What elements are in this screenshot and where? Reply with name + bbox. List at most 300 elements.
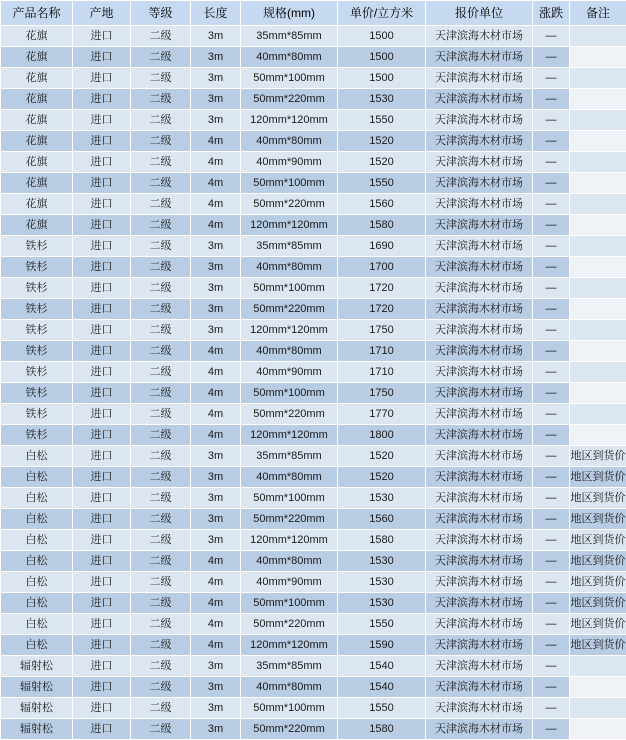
cell-origin: 进口 [73, 614, 131, 635]
cell-remark [570, 278, 626, 299]
cell-product-name: 白松 [1, 551, 73, 572]
cell-origin: 进口 [73, 446, 131, 467]
cell-origin: 进口 [73, 110, 131, 131]
cell-grade: 二级 [131, 362, 191, 383]
cell-unit-price: 1580 [338, 530, 426, 551]
cell-change: — [533, 488, 570, 509]
cell-grade: 二级 [131, 341, 191, 362]
cell-product-name: 辐射松 [1, 677, 73, 698]
cell-change: — [533, 698, 570, 719]
cell-origin: 进口 [73, 194, 131, 215]
cell-specification: 35mm*85mm [241, 446, 338, 467]
cell-remark [570, 236, 626, 257]
cell-unit-price: 1720 [338, 299, 426, 320]
cell-origin: 进口 [73, 320, 131, 341]
cell-grade: 二级 [131, 26, 191, 47]
cell-change: — [533, 509, 570, 530]
cell-length: 3m [191, 530, 241, 551]
cell-remark [570, 677, 626, 698]
cell-grade: 二级 [131, 509, 191, 530]
cell-grade: 二级 [131, 719, 191, 740]
cell-length: 3m [191, 299, 241, 320]
cell-grade: 二级 [131, 320, 191, 341]
cell-product-name: 花旗 [1, 152, 73, 173]
cell-length: 3m [191, 110, 241, 131]
cell-unit-price: 1550 [338, 173, 426, 194]
cell-quoting-unit: 天津滨海木材市场 [426, 614, 533, 635]
cell-unit-price: 1800 [338, 425, 426, 446]
table-row [1, 404, 626, 425]
cell-grade: 二级 [131, 698, 191, 719]
cell-change: — [533, 572, 570, 593]
column-header-length: 长度 [191, 1, 241, 26]
table-header [1, 1, 626, 26]
cell-change: — [533, 131, 570, 152]
cell-change: — [533, 593, 570, 614]
cell-origin: 进口 [73, 677, 131, 698]
cell-origin: 进口 [73, 236, 131, 257]
cell-specification: 50mm*100mm [241, 488, 338, 509]
cell-quoting-unit: 天津滨海木材市场 [426, 341, 533, 362]
cell-origin: 进口 [73, 467, 131, 488]
cell-product-name: 花旗 [1, 215, 73, 236]
cell-grade: 二级 [131, 110, 191, 131]
cell-product-name: 铁杉 [1, 362, 73, 383]
cell-origin: 进口 [73, 215, 131, 236]
cell-specification: 120mm*120mm [241, 320, 338, 341]
cell-specification: 120mm*120mm [241, 425, 338, 446]
cell-quoting-unit: 天津滨海木材市场 [426, 194, 533, 215]
cell-quoting-unit: 天津滨海木材市场 [426, 47, 533, 68]
cell-origin: 进口 [73, 551, 131, 572]
cell-product-name: 白松 [1, 530, 73, 551]
cell-grade: 二级 [131, 278, 191, 299]
table-row [1, 68, 626, 89]
cell-unit-price: 1550 [338, 698, 426, 719]
cell-remark: 地区到货价 [570, 467, 626, 488]
cell-specification: 50mm*100mm [241, 593, 338, 614]
column-header-origin: 产地 [73, 1, 131, 26]
cell-product-name: 白松 [1, 509, 73, 530]
cell-remark [570, 152, 626, 173]
cell-specification: 40mm*80mm [241, 551, 338, 572]
cell-length: 4m [191, 173, 241, 194]
cell-quoting-unit: 天津滨海木材市场 [426, 110, 533, 131]
table-row [1, 215, 626, 236]
cell-remark [570, 110, 626, 131]
cell-remark: 地区到货价 [570, 488, 626, 509]
cell-specification: 40mm*90mm [241, 572, 338, 593]
cell-product-name: 白松 [1, 488, 73, 509]
cell-remark [570, 341, 626, 362]
cell-length: 3m [191, 320, 241, 341]
table-row [1, 257, 626, 278]
cell-origin: 进口 [73, 404, 131, 425]
cell-change: — [533, 362, 570, 383]
cell-length: 3m [191, 446, 241, 467]
cell-unit-price: 1580 [338, 719, 426, 740]
cell-remark: 地区到货价 [570, 446, 626, 467]
cell-origin: 进口 [73, 278, 131, 299]
cell-length: 3m [191, 257, 241, 278]
cell-origin: 进口 [73, 719, 131, 740]
table-row [1, 425, 626, 446]
cell-quoting-unit: 天津滨海木材市场 [426, 509, 533, 530]
cell-specification: 120mm*120mm [241, 110, 338, 131]
cell-unit-price: 1520 [338, 131, 426, 152]
cell-change: — [533, 719, 570, 740]
table-row [1, 383, 626, 404]
cell-product-name: 铁杉 [1, 404, 73, 425]
cell-grade: 二级 [131, 194, 191, 215]
cell-quoting-unit: 天津滨海木材市场 [426, 299, 533, 320]
table-header-row [1, 1, 626, 26]
cell-length: 4m [191, 593, 241, 614]
cell-origin: 进口 [73, 488, 131, 509]
table-row [1, 677, 626, 698]
cell-product-name: 白松 [1, 635, 73, 656]
cell-product-name: 花旗 [1, 173, 73, 194]
cell-remark [570, 362, 626, 383]
cell-specification: 120mm*120mm [241, 530, 338, 551]
cell-quoting-unit: 天津滨海木材市场 [426, 173, 533, 194]
cell-unit-price: 1500 [338, 26, 426, 47]
cell-specification: 50mm*100mm [241, 698, 338, 719]
cell-grade: 二级 [131, 215, 191, 236]
column-header-remark: 备注 [570, 1, 626, 26]
cell-specification: 40mm*80mm [241, 677, 338, 698]
cell-product-name: 白松 [1, 593, 73, 614]
cell-origin: 进口 [73, 47, 131, 68]
cell-length: 3m [191, 509, 241, 530]
table-row [1, 698, 626, 719]
cell-unit-price: 1550 [338, 110, 426, 131]
table-row [1, 89, 626, 110]
cell-change: — [533, 467, 570, 488]
cell-specification: 40mm*90mm [241, 362, 338, 383]
cell-remark: 地区到货价 [570, 593, 626, 614]
cell-remark [570, 173, 626, 194]
cell-quoting-unit: 天津滨海木材市场 [426, 152, 533, 173]
table-row [1, 26, 626, 47]
cell-specification: 35mm*85mm [241, 26, 338, 47]
cell-origin: 进口 [73, 173, 131, 194]
table-row [1, 320, 626, 341]
cell-length: 4m [191, 131, 241, 152]
cell-quoting-unit: 天津滨海木材市场 [426, 593, 533, 614]
cell-product-name: 辐射松 [1, 656, 73, 677]
table-row [1, 467, 626, 488]
cell-unit-price: 1550 [338, 614, 426, 635]
cell-remark: 地区到货价 [570, 509, 626, 530]
cell-origin: 进口 [73, 425, 131, 446]
table-row [1, 572, 626, 593]
cell-product-name: 花旗 [1, 110, 73, 131]
cell-change: — [533, 320, 570, 341]
table-row [1, 278, 626, 299]
cell-unit-price: 1700 [338, 257, 426, 278]
cell-product-name: 花旗 [1, 194, 73, 215]
cell-change: — [533, 614, 570, 635]
table-row [1, 551, 626, 572]
cell-product-name: 白松 [1, 446, 73, 467]
cell-unit-price: 1710 [338, 341, 426, 362]
cell-grade: 二级 [131, 467, 191, 488]
table-row [1, 236, 626, 257]
cell-grade: 二级 [131, 68, 191, 89]
cell-origin: 进口 [73, 635, 131, 656]
cell-origin: 进口 [73, 572, 131, 593]
cell-quoting-unit: 天津滨海木材市场 [426, 467, 533, 488]
table-row [1, 614, 626, 635]
cell-origin: 进口 [73, 530, 131, 551]
cell-origin: 进口 [73, 299, 131, 320]
cell-length: 4m [191, 572, 241, 593]
cell-origin: 进口 [73, 656, 131, 677]
table-row [1, 47, 626, 68]
cell-unit-price: 1750 [338, 383, 426, 404]
cell-change: — [533, 257, 570, 278]
cell-change: — [533, 47, 570, 68]
cell-origin: 进口 [73, 131, 131, 152]
table-row [1, 299, 626, 320]
cell-origin: 进口 [73, 698, 131, 719]
cell-quoting-unit: 天津滨海木材市场 [426, 131, 533, 152]
cell-quoting-unit: 天津滨海木材市场 [426, 68, 533, 89]
table-row [1, 656, 626, 677]
cell-unit-price: 1530 [338, 89, 426, 110]
cell-specification: 50mm*220mm [241, 719, 338, 740]
cell-grade: 二级 [131, 131, 191, 152]
cell-length: 3m [191, 719, 241, 740]
cell-quoting-unit: 天津滨海木材市场 [426, 719, 533, 740]
cell-remark [570, 89, 626, 110]
cell-remark [570, 47, 626, 68]
cell-origin: 进口 [73, 362, 131, 383]
cell-change: — [533, 110, 570, 131]
cell-unit-price: 1500 [338, 68, 426, 89]
cell-unit-price: 1720 [338, 278, 426, 299]
cell-quoting-unit: 天津滨海木材市场 [426, 698, 533, 719]
cell-unit-price: 1580 [338, 215, 426, 236]
cell-change: — [533, 26, 570, 47]
cell-length: 3m [191, 68, 241, 89]
cell-remark [570, 320, 626, 341]
cell-length: 3m [191, 488, 241, 509]
column-header-grade: 等级 [131, 1, 191, 26]
cell-product-name: 铁杉 [1, 320, 73, 341]
cell-specification: 40mm*80mm [241, 341, 338, 362]
cell-length: 4m [191, 635, 241, 656]
cell-quoting-unit: 天津滨海木材市场 [426, 488, 533, 509]
cell-specification: 50mm*220mm [241, 299, 338, 320]
cell-grade: 二级 [131, 47, 191, 68]
cell-product-name: 白松 [1, 614, 73, 635]
cell-grade: 二级 [131, 551, 191, 572]
cell-unit-price: 1530 [338, 593, 426, 614]
cell-change: — [533, 446, 570, 467]
table-row [1, 173, 626, 194]
cell-length: 3m [191, 677, 241, 698]
cell-grade: 二级 [131, 299, 191, 320]
cell-length: 4m [191, 362, 241, 383]
cell-remark: 地区到货价 [570, 551, 626, 572]
cell-grade: 二级 [131, 614, 191, 635]
cell-specification: 50mm*100mm [241, 278, 338, 299]
column-header-quoting-unit: 报价单位 [426, 1, 533, 26]
cell-specification: 40mm*80mm [241, 257, 338, 278]
cell-remark [570, 656, 626, 677]
cell-length: 3m [191, 236, 241, 257]
cell-unit-price: 1530 [338, 551, 426, 572]
cell-length: 4m [191, 383, 241, 404]
table-row [1, 152, 626, 173]
cell-quoting-unit: 天津滨海木材市场 [426, 26, 533, 47]
cell-product-name: 铁杉 [1, 425, 73, 446]
cell-product-name: 铁杉 [1, 341, 73, 362]
cell-grade: 二级 [131, 257, 191, 278]
cell-product-name: 辐射松 [1, 698, 73, 719]
cell-origin: 进口 [73, 68, 131, 89]
cell-quoting-unit: 天津滨海木材市场 [426, 635, 533, 656]
cell-length: 4m [191, 341, 241, 362]
cell-quoting-unit: 天津滨海木材市场 [426, 236, 533, 257]
cell-grade: 二级 [131, 383, 191, 404]
cell-unit-price: 1750 [338, 320, 426, 341]
cell-specification: 120mm*120mm [241, 635, 338, 656]
cell-remark [570, 131, 626, 152]
cell-unit-price: 1690 [338, 236, 426, 257]
cell-length: 3m [191, 656, 241, 677]
cell-product-name: 花旗 [1, 47, 73, 68]
cell-quoting-unit: 天津滨海木材市场 [426, 89, 533, 110]
cell-quoting-unit: 天津滨海木材市场 [426, 215, 533, 236]
cell-specification: 50mm*220mm [241, 404, 338, 425]
cell-length: 4m [191, 194, 241, 215]
cell-remark [570, 215, 626, 236]
cell-quoting-unit: 天津滨海木材市场 [426, 530, 533, 551]
cell-quoting-unit: 天津滨海木材市场 [426, 572, 533, 593]
cell-unit-price: 1560 [338, 194, 426, 215]
cell-origin: 进口 [73, 341, 131, 362]
cell-grade: 二级 [131, 89, 191, 110]
cell-length: 4m [191, 404, 241, 425]
table-row [1, 446, 626, 467]
cell-grade: 二级 [131, 635, 191, 656]
column-header-change: 涨跌 [533, 1, 570, 26]
cell-specification: 35mm*85mm [241, 656, 338, 677]
cell-remark [570, 68, 626, 89]
column-header-product-name: 产品名称 [1, 1, 73, 26]
cell-product-name: 铁杉 [1, 383, 73, 404]
cell-origin: 进口 [73, 89, 131, 110]
cell-length: 3m [191, 467, 241, 488]
cell-unit-price: 1540 [338, 677, 426, 698]
cell-product-name: 白松 [1, 467, 73, 488]
cell-grade: 二级 [131, 593, 191, 614]
cell-quoting-unit: 天津滨海木材市场 [426, 278, 533, 299]
cell-unit-price: 1770 [338, 404, 426, 425]
cell-quoting-unit: 天津滨海木材市场 [426, 677, 533, 698]
cell-change: — [533, 194, 570, 215]
cell-product-name: 铁杉 [1, 278, 73, 299]
cell-change: — [533, 89, 570, 110]
cell-quoting-unit: 天津滨海木材市场 [426, 383, 533, 404]
cell-unit-price: 1710 [338, 362, 426, 383]
cell-change: — [533, 404, 570, 425]
cell-origin: 进口 [73, 26, 131, 47]
cell-remark [570, 194, 626, 215]
cell-remark: 地区到货价 [570, 614, 626, 635]
cell-change: — [533, 68, 570, 89]
table-row [1, 488, 626, 509]
cell-product-name: 铁杉 [1, 299, 73, 320]
cell-product-name: 花旗 [1, 131, 73, 152]
cell-specification: 50mm*220mm [241, 194, 338, 215]
cell-unit-price: 1520 [338, 446, 426, 467]
cell-quoting-unit: 天津滨海木材市场 [426, 257, 533, 278]
table-row [1, 131, 626, 152]
table-row [1, 593, 626, 614]
cell-quoting-unit: 天津滨海木材市场 [426, 404, 533, 425]
table-row [1, 635, 626, 656]
cell-product-name: 白松 [1, 572, 73, 593]
cell-remark [570, 425, 626, 446]
cell-change: — [533, 383, 570, 404]
cell-product-name: 辐射松 [1, 719, 73, 740]
cell-product-name: 铁杉 [1, 257, 73, 278]
cell-grade: 二级 [131, 656, 191, 677]
cell-specification: 50mm*220mm [241, 509, 338, 530]
cell-grade: 二级 [131, 404, 191, 425]
table-row [1, 719, 626, 740]
cell-remark [570, 257, 626, 278]
cell-product-name: 花旗 [1, 68, 73, 89]
cell-change: — [533, 278, 570, 299]
cell-length: 3m [191, 89, 241, 110]
cell-quoting-unit: 天津滨海木材市场 [426, 362, 533, 383]
cell-change: — [533, 635, 570, 656]
cell-remark: 地区到货价 [570, 572, 626, 593]
cell-grade: 二级 [131, 530, 191, 551]
cell-change: — [533, 341, 570, 362]
table-row [1, 194, 626, 215]
cell-change: — [533, 530, 570, 551]
cell-specification: 35mm*85mm [241, 236, 338, 257]
cell-unit-price: 1520 [338, 152, 426, 173]
cell-origin: 进口 [73, 257, 131, 278]
cell-grade: 二级 [131, 572, 191, 593]
cell-remark [570, 719, 626, 740]
cell-grade: 二级 [131, 425, 191, 446]
cell-grade: 二级 [131, 173, 191, 194]
cell-length: 3m [191, 698, 241, 719]
cell-quoting-unit: 天津滨海木材市场 [426, 320, 533, 341]
cell-specification: 50mm*220mm [241, 89, 338, 110]
cell-unit-price: 1500 [338, 47, 426, 68]
cell-unit-price: 1520 [338, 467, 426, 488]
cell-unit-price: 1560 [338, 509, 426, 530]
cell-origin: 进口 [73, 509, 131, 530]
cell-origin: 进口 [73, 383, 131, 404]
cell-change: — [533, 656, 570, 677]
cell-specification: 40mm*90mm [241, 152, 338, 173]
cell-unit-price: 1540 [338, 656, 426, 677]
cell-length: 4m [191, 614, 241, 635]
cell-change: — [533, 425, 570, 446]
cell-change: — [533, 215, 570, 236]
cell-specification: 40mm*80mm [241, 467, 338, 488]
